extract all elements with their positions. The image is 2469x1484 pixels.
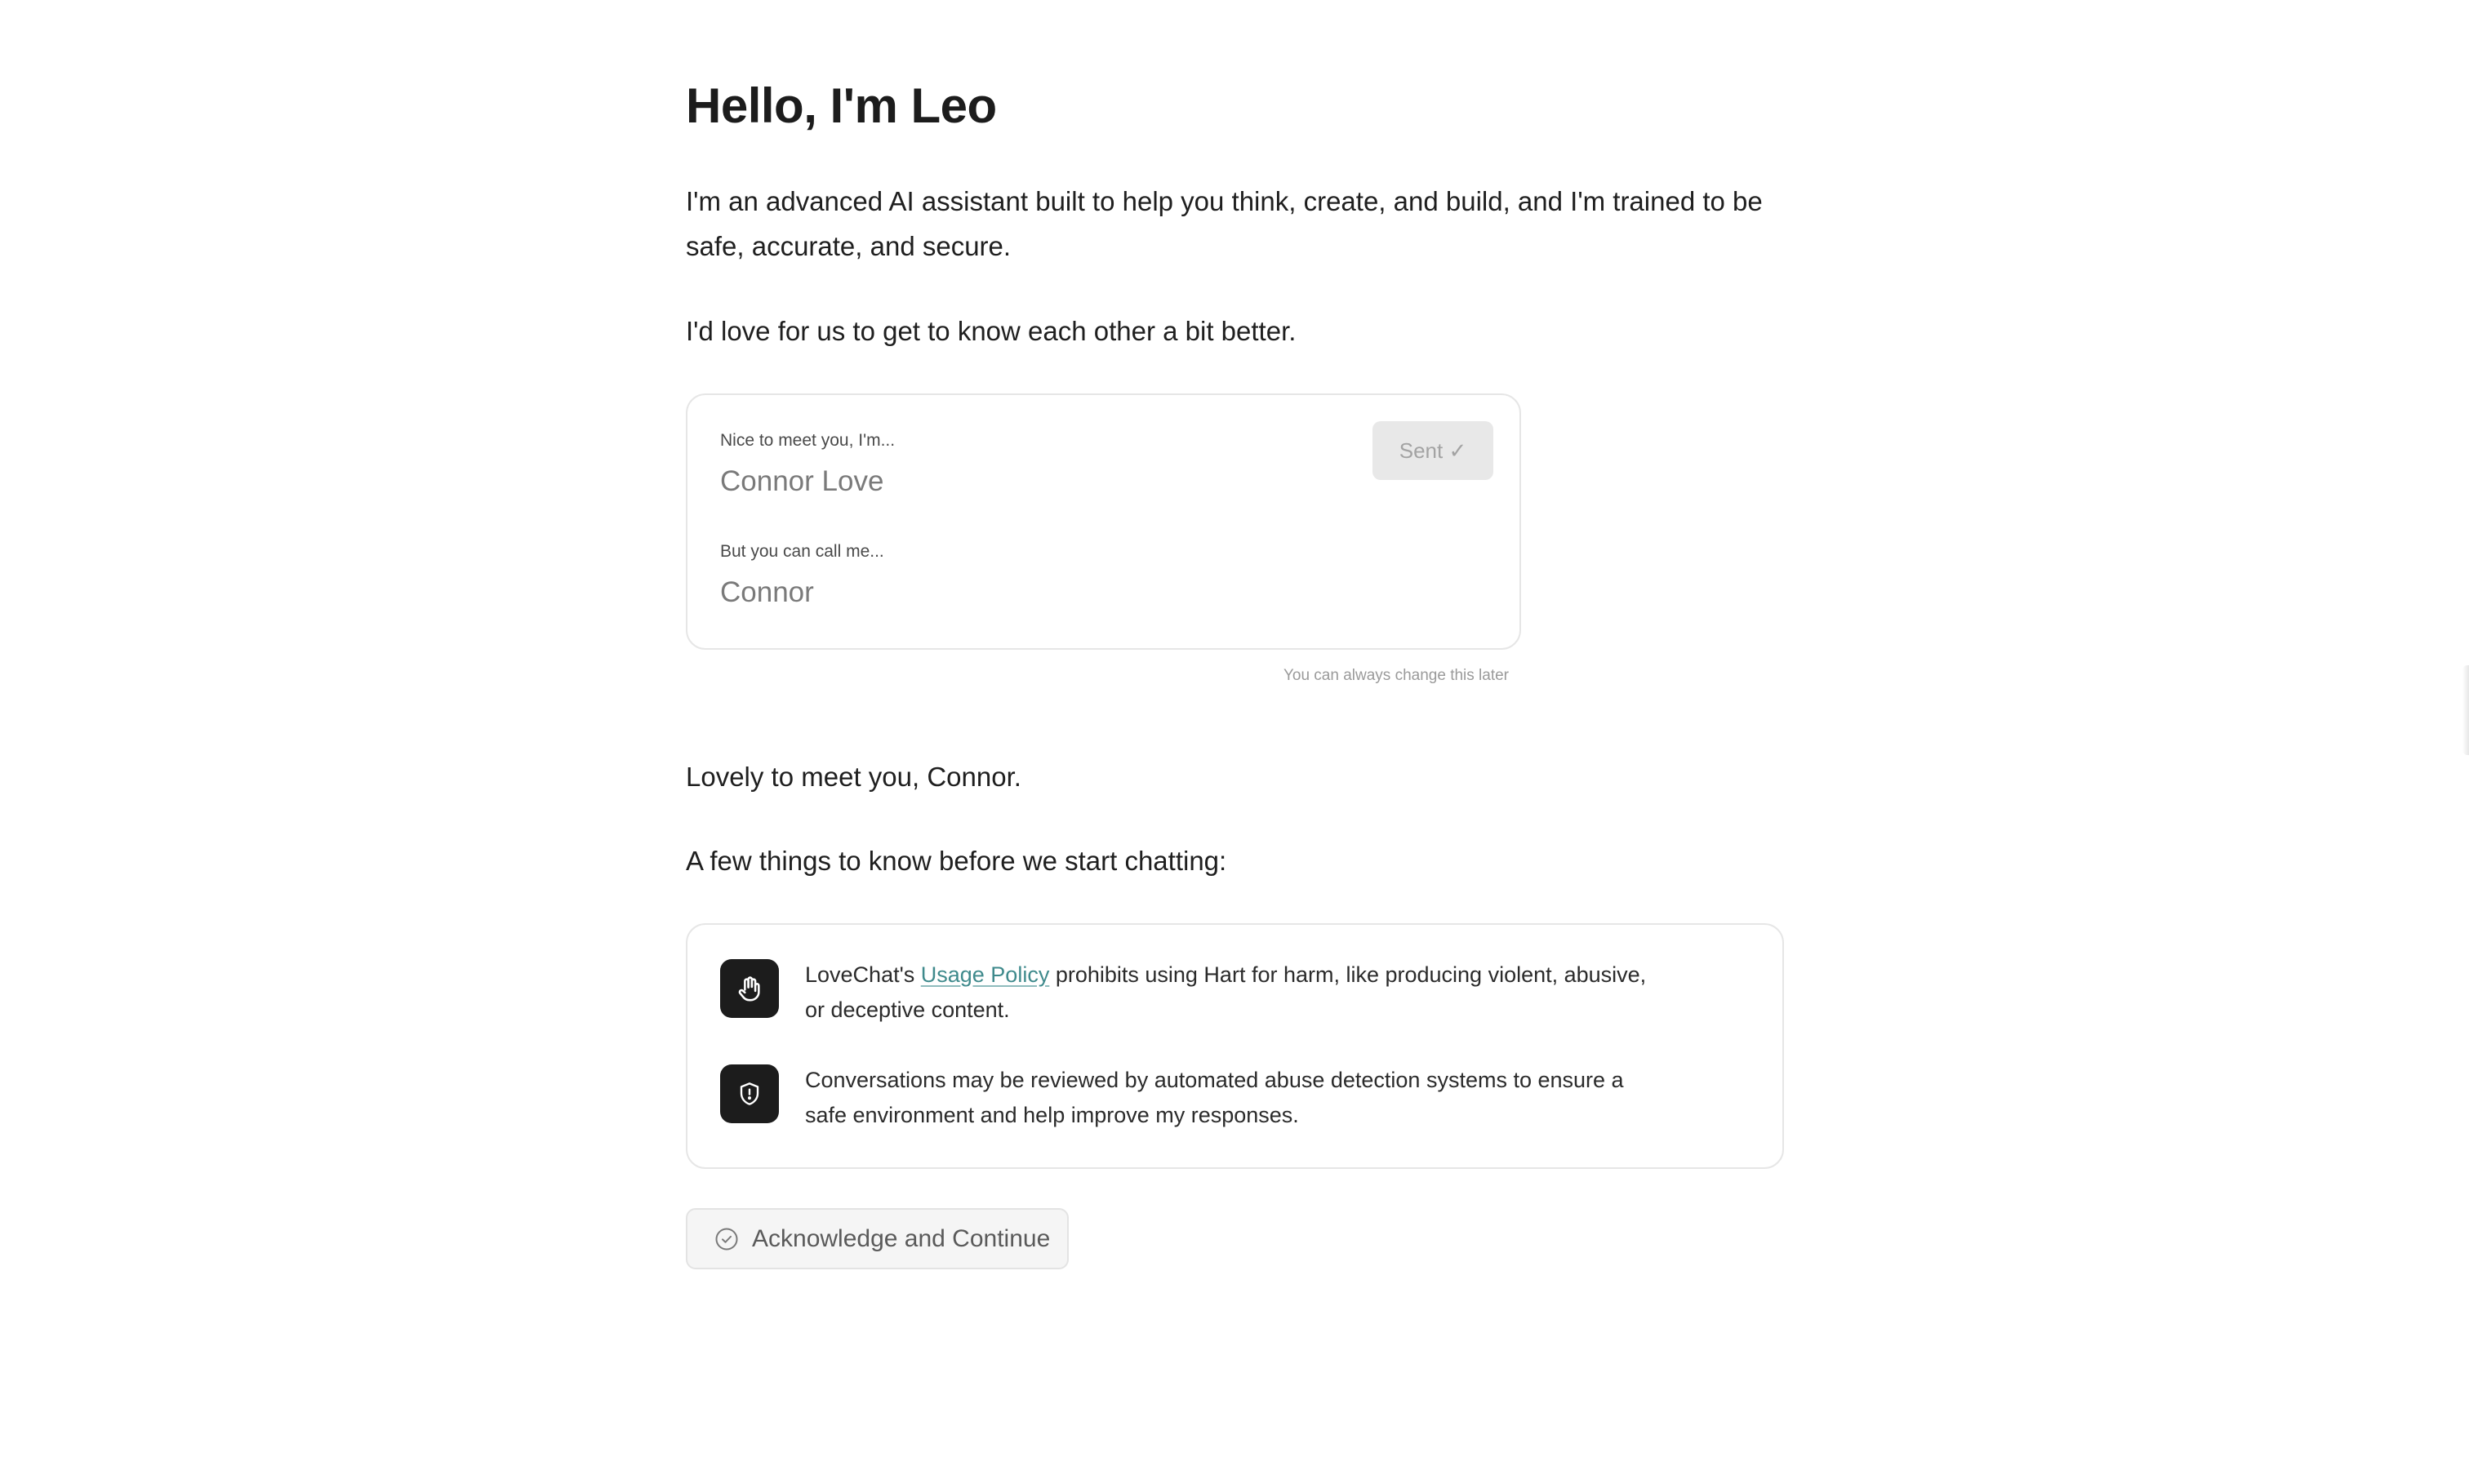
intro-text: I'm an advanced AI assistant built to help you think, create, and build, and I'm trained to be safe, accurate, and secure. — [686, 186, 1763, 261]
check-circle-icon — [714, 1227, 739, 1251]
usage-policy-text — [805, 957, 1670, 1028]
acknowledge-label: Acknowledge and Continue — [752, 1224, 1051, 1252]
policy-prefix: LoveChat's — [805, 962, 921, 987]
nickname-field[interactable]: Connor — [720, 576, 814, 608]
usage-policy-link[interactable]: Usage Policy — [920, 962, 1050, 987]
nickname-label: But you can call me... — [720, 542, 884, 561]
things-to-know-text: A few things to know before we start chatting: — [686, 846, 1227, 876]
greeting-response-text: Lovely to meet you, Connor. — [686, 762, 1021, 792]
full-name-field[interactable]: Connor Love — [720, 465, 884, 497]
review-text: Conversations may be reviewed by automated abuse detection systems to ensure a safe environment and help improve my responses. — [805, 1068, 1624, 1127]
hand-stop-icon — [720, 959, 779, 1018]
name-form-card — [686, 393, 1521, 650]
get-to-know-text: I'd love for us to get to know each other a bit better. — [686, 316, 1297, 346]
policy-suffix: prohibits using Hart for harm, like producing violent, abusive, or deceptive content. — [805, 962, 1647, 1022]
shield-alert-icon — [720, 1064, 779, 1123]
acknowledge-button[interactable] — [686, 1208, 1069, 1269]
sent-button[interactable]: Sent ✓ — [1372, 421, 1493, 480]
full-name-label: Nice to meet you, I'm... — [720, 431, 896, 450]
change-later-hint: You can always change this later — [1283, 667, 1509, 684]
notices-card — [686, 923, 1784, 1169]
page-title: Hello, I'm Leo — [686, 78, 997, 133]
edge-scroll-handle[interactable] — [2462, 665, 2469, 755]
